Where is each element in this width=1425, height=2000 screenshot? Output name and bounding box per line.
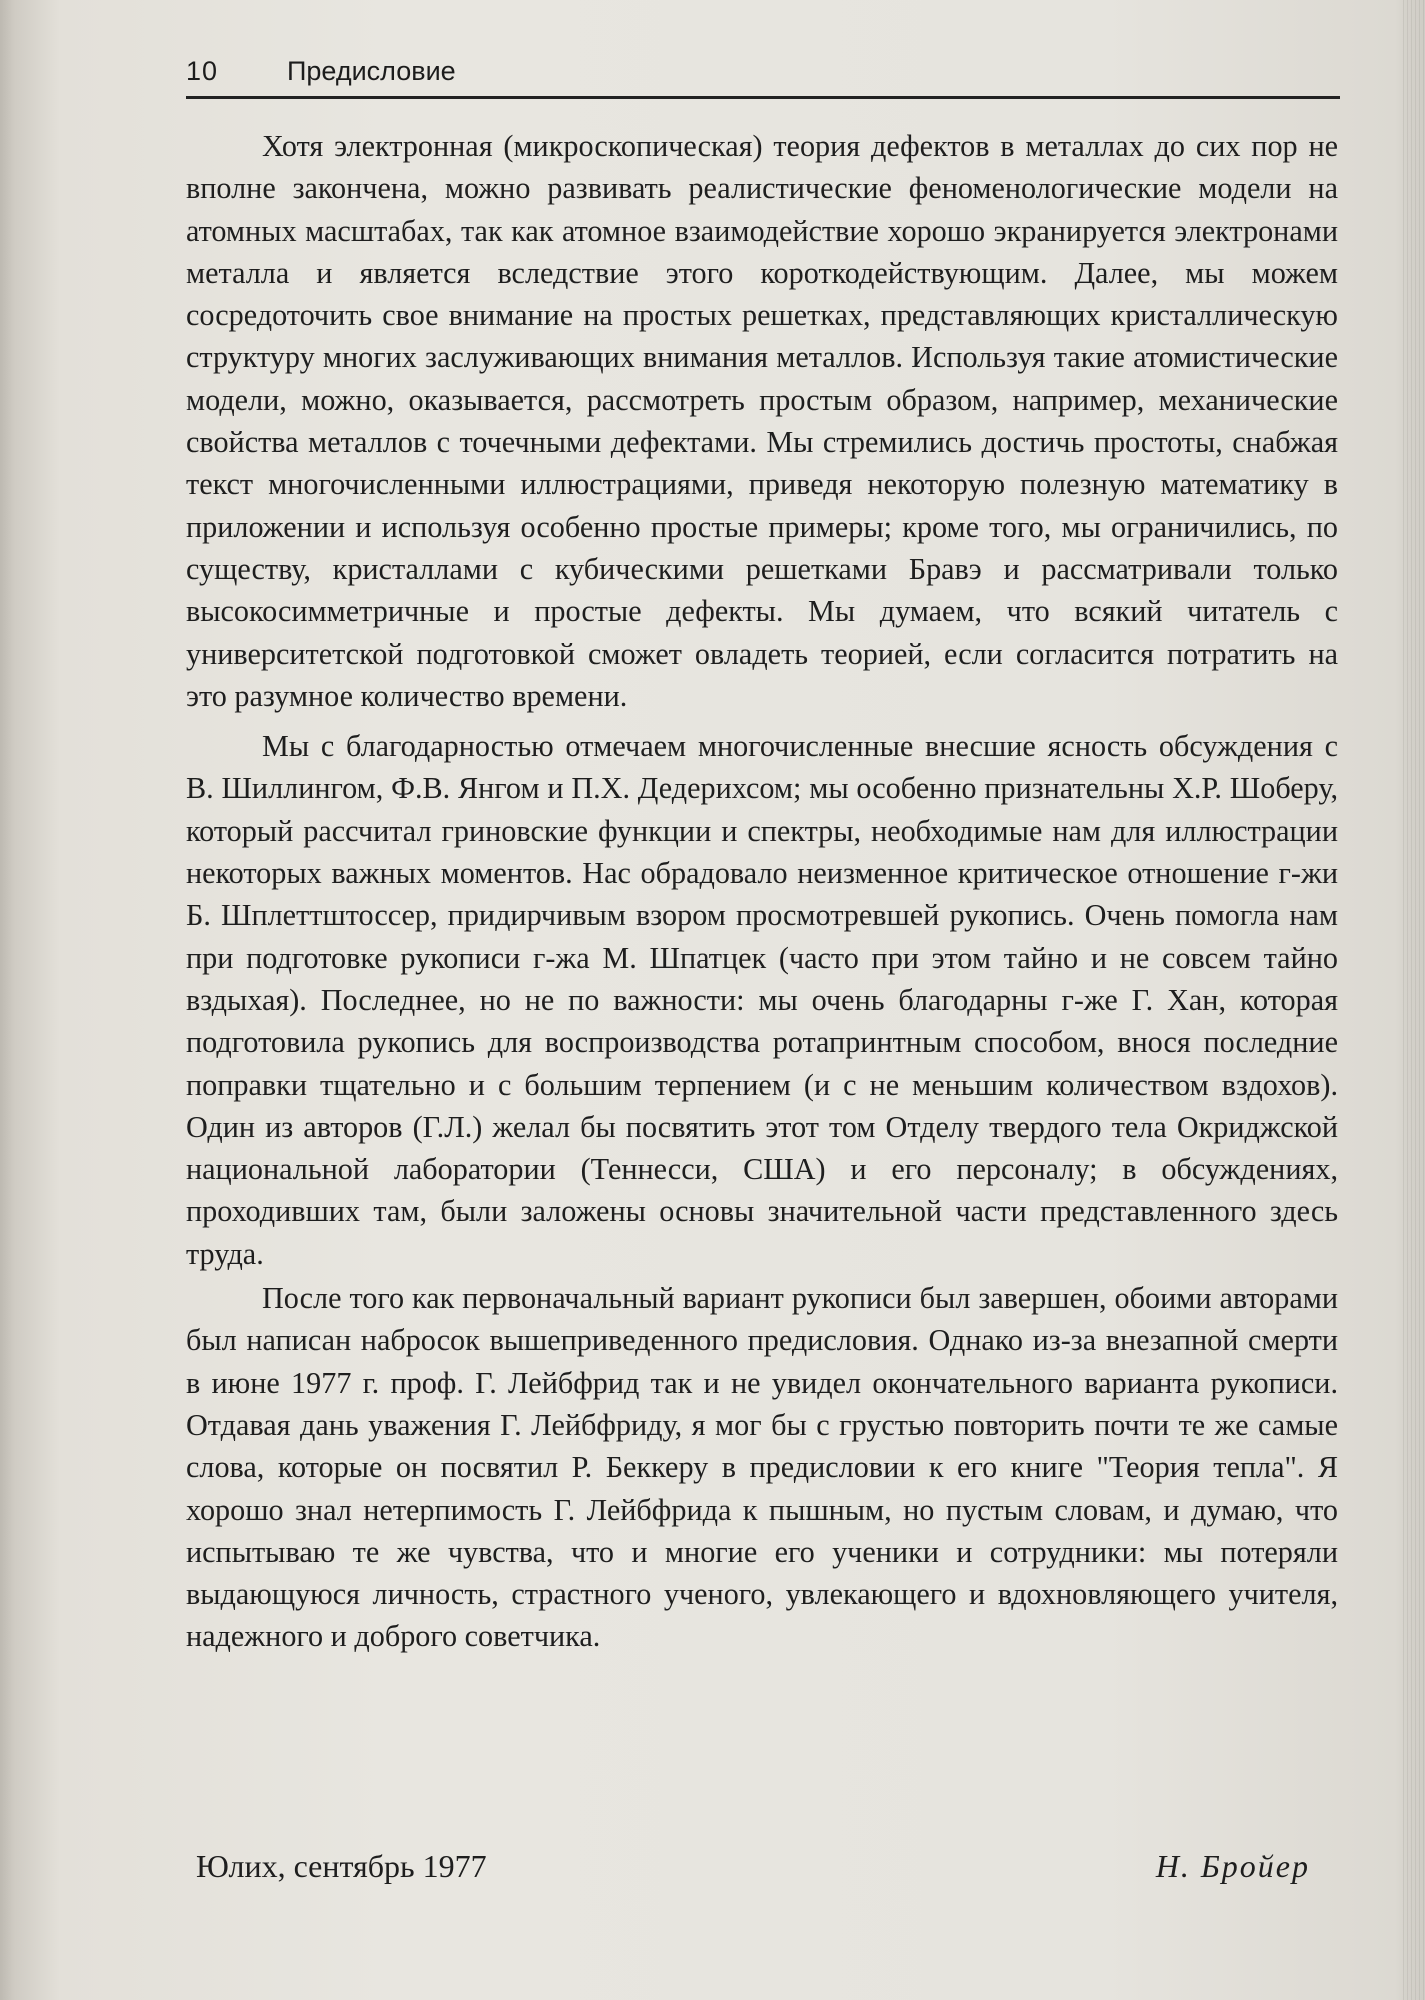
paragraph-1: Хотя электронная (микроскопическая) теория дефектов в металлах до сих пор не вполне закончена, можно развивать реалистические феноменологические модели на атомных масштабах, так как атомное взаимодействие хорошо экранируется электронами металла и является вследствие этого короткодействующим. Далее, мы можем сосредоточить свое внимание на простых решетках, представляющих кристаллическую структуру многих заслуживающих внимания металлов. Используя такие атомистические модели, можно, оказывается, рассмотреть простым образом, например, механические свойства металлов с точечными дефектами. Мы стремились достичь простоты, снабжая текст многочисленными иллюстрациями, приведя некоторую полезную математику в приложении и используя особенно простые примеры; кроме того, мы ограничились, по существу, кристаллами с кубическими решетками Бравэ и рассматривали только высокосимметричные и простые дефекты. Мы думаем, что всякий читатель с университетской подготовкой сможет овладеть теорией, если согласится потратить на это разумное количество времени.	[186, 129, 1338, 713]
paragraph-3: После того как первоначальный вариант рукописи был завершен, обоими авторами был написан набросок вышеприведенного предисловия. Однако из-за внезапной смерти в июне 1977 г. проф. Г. Лейбфрид так и не увидел окончательного варианта рукописи. Отдавая дань уважения Г. Лейбфриду, я мог бы с грустью повторить почти те же самые слова, которые он посвятил Р. Беккеру в предисловии к его книге "Теория тепла". Я хорошо знал нетерпимость Г. Лейбфрида к пышным, но пустым словам, и думаю, что испытываю те же чувства, что и многие его ученики и сотрудники: мы потеряли выдающуюся личность, страстного ученого, увлекающего и вдохновляющего учителя, надежного и доброго советчика.	[186, 1281, 1338, 1654]
running-head: Предисловие	[287, 56, 456, 86]
page-header	[186, 52, 1338, 92]
signature-line	[186, 1848, 1338, 1892]
header-rule	[186, 96, 1340, 99]
author-signature: Н. Бройер	[1155, 1848, 1310, 1884]
paragraph-2: Мы с благодарностью отмечаем многочисленные внесшие ясность обсуждения с В. Шиллингом, Ф.В. Янгом и П.Х. Дедерихсом; мы особенно признательны Х.Р. Шоберу, который рассчитал гриновские функции и спектры, необходимые нам для иллюстрации некоторых важных моментов. Нас обрадовало неизменное критическое отношение г-жи Б. Шплеттштоссер, придирчивым взором просмотревшей рукопись. Очень помогла нам при подготовке рукописи г-жа М. Шпатцек (часто при этом тайно и не совсем тайно вздыхая). Последнее, но не по важности: мы очень благодарны г-же Г. Хан, которая подготовила рукопись для воспроизводства ротапринтным способом, внося последние поправки тщательно и с большим терпением (и с не меньшим количеством вздохов). Один из авторов (Г.Л.) желал бы посвятить этот том Отделу твердого тела Окриджской национальной лаборатории (Теннесси, США) и его персоналу; в обсуждениях, проходивших там, были заложены основы значительной части представленного здесь труда.	[186, 729, 1338, 1271]
place-date: Юлих, сентябрь 1977	[196, 1848, 487, 1884]
page-number: 10	[186, 56, 219, 86]
page-edge	[1403, 0, 1425, 2000]
body-text	[186, 125, 1338, 1658]
